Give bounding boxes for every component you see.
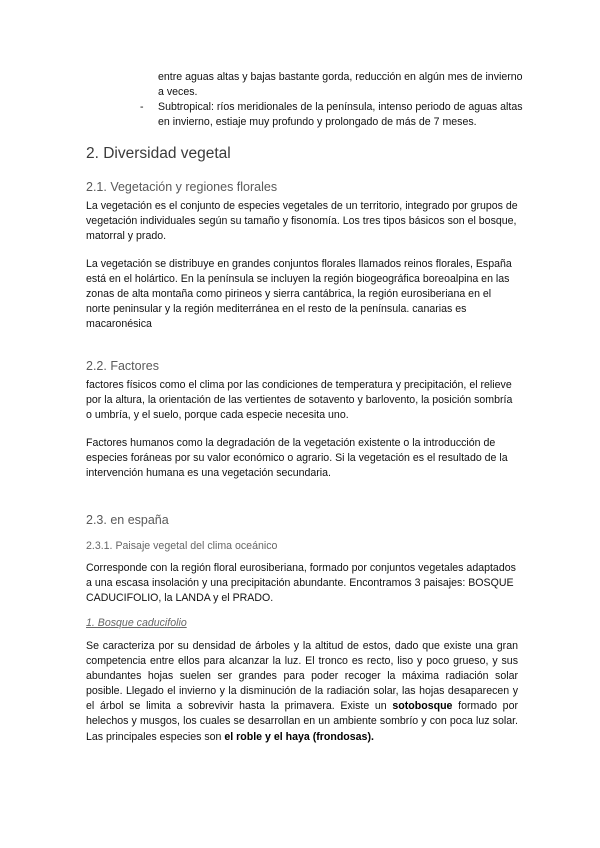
bosque-bold-especies: el roble y el haya (frondosas).: [224, 730, 374, 743]
bosque-text-b: formado por helechos y musgos, los cuales se desarrollan en un ambiente sombrío y con poca luz solar. Las principales especies son: [86, 700, 518, 743]
heading-bosque-caducifolio: 1. Bosque caducifolio: [86, 617, 187, 629]
paragraph-factores-fisicos: factores físicos como el clima por las condiciones de temperatura y precipitación, el relieve por la altura, la orientación de las vertientes de sotavento y barlovento, la posición sombría o umbría, y el suelo, porque cada especie necesita uno.: [86, 379, 513, 422]
subsection-title-factores: 2.2. Factores: [86, 359, 159, 373]
bullet-dash: -: [140, 101, 144, 113]
bullet-subtropical: Subtropical: ríos meridionales de la península, intenso periodo de aguas altas en invierno, estiaje muy profundo y prolongado de más de 7 meses.: [158, 101, 523, 129]
subsection-title-vegetacion: 2.1. Vegetación y regiones florales: [86, 180, 278, 194]
paragraph-region-eurosiberiana: Corresponde con la región floral eurosiberiana, formado por conjuntos vegetales adaptados a una escasa insolación y una precipitación abundante. Encontramos 3 paisajes: BOSQUE CADUCIFOLIO, la LANDA y el PRADO.: [86, 562, 516, 605]
subsection-title-espana: 2.3. en españa: [86, 513, 169, 527]
paragraph-reinos-florales: La vegetación se distribuye en grandes conjuntos florales llamados reinos florales, España está en el holártico. En la península se incluyen la región biogeográfica boreoalpina en las zonas de alta montaña como pirineos y sierra cantábrica, la región eurosiberiana en el norte peninsular y la región mediterránea en el resto de la península. canarias es macaronésica: [86, 258, 512, 331]
bosque-text-a: Se caracteriza por su densidad de árboles y la altitud de estos, dado que existe una gran competencia entre ellos para alcanzar la luz. El tronco es recto, liso y poco grueso, y sus abundantes hojas suelen ser grandes para poder recoger la máxima radiación solar posible. Llegado el invierno y la disminución de la radiación solar, las hojas desaparecen y el árbol se limita a sobrevivir hasta la primavera. Existe un: [86, 640, 518, 713]
bullet-continuation: entre aguas altas y bajas bastante gorda, reducción en algún mes de invierno a veces.: [158, 71, 523, 99]
section-title-diversidad: 2. Diversidad vegetal: [86, 145, 231, 162]
paragraph-vegetacion-definicion: La vegetación es el conjunto de especies vegetales de un territorio, integrado por grupos de vegetación individuales según su tamaño y fisonomía. Los tres tipos básicos son el bosque, matorral y prado.: [86, 200, 518, 243]
paragraph-factores-humanos: Factores humanos como la degradación de la vegetación existente o la introducción de especies foráneas por su valor económico o agrario. Si la vegetación es el resultado de la intervención humana es una vegetación secundaria.: [86, 437, 508, 480]
subsubsection-title-oceanico: 2.3.1. Paisaje vegetal del clima oceánico: [86, 540, 278, 552]
bosque-bold-sotobosque: sotobosque: [392, 700, 453, 713]
paragraph-bosque-caducifolio: [86, 639, 518, 745]
